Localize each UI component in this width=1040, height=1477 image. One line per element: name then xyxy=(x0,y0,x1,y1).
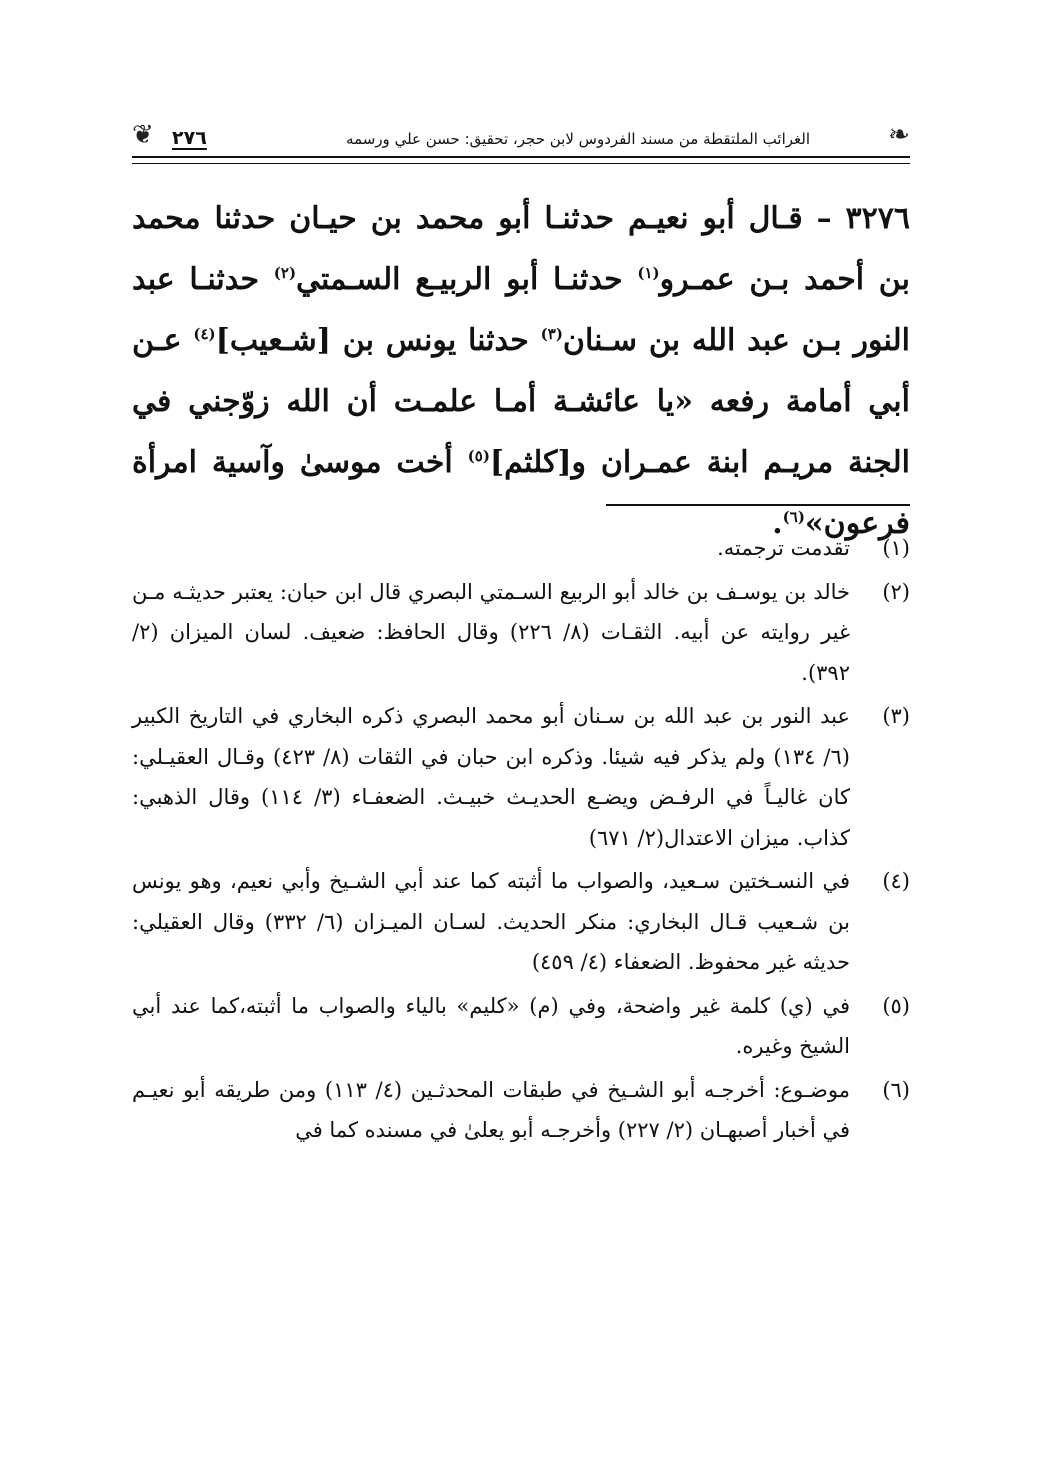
footnote-text: خالد بن يوسـف بن خالد أبو الربيع السـمتي البصري قال ابن حبان: يعتبر حديثـه مـن غير روايته عن أبيه. الثقـات (٨/ ٢٢٦) وقال الحافظ: ضعيف. لسان الميزان (٢/ ٣٩٢). xyxy=(132,579,850,685)
footnote-item xyxy=(132,572,910,694)
hadith-text-part1: – قـال أبو نعيـم حدثنـا أبو محمد بن حيـان حدثنا محمد بن أحمد بـن عمـرو xyxy=(132,201,910,297)
footnote-number: (٦) xyxy=(882,1077,910,1102)
footnote-ref-4: (٤) xyxy=(193,325,216,343)
ornament-right-icon: ❧ xyxy=(888,120,910,150)
hadith-text-part4: حدثنا يونس بن [شـعيب] xyxy=(215,323,529,358)
footnote-item xyxy=(132,986,910,1067)
footnote-ref-6: (٦) xyxy=(782,508,805,526)
footnote-ref-3: (٣) xyxy=(540,325,563,343)
footnote-ref-2: (٢) xyxy=(273,264,297,282)
footnote-ref-1: (١) xyxy=(637,264,660,282)
ornament-left-icon: ❦ xyxy=(132,120,154,150)
hadith-text xyxy=(132,188,910,554)
footnote-text: في النسـختين سـعيد، والصواب ما أثبته كما عند أبي الشـيخ وأبي نعيم، وهو يونس بن شـعيب قـال البخاري: منكر الحديث. لسـان الميـزان (٦/ ٣٣٢) وقال العقيلي: حديثه غير محفوظ. الضعفاء (٤/ ٤٥٩) xyxy=(132,869,850,974)
footnote-number: (٥) xyxy=(882,993,910,1018)
footnote-item xyxy=(132,528,910,569)
footnote-text: موضـوع: أخرجـه أبو الشـيخ في طبقات المحدثـين (٤/ ١١٣) ومن طريقه أبو نعيـم في أخبار أصبهـان (٢/ ٢٢٧) وأخرجـه أبو يعلىٰ في مسنده كما في xyxy=(132,1077,850,1142)
footnote-text: في (ي) كلمة غير واضحة، وفي (م) «كليم» بالياء والصواب ما أثبته،كما عند أبي الشيخ وغيره. xyxy=(132,993,850,1058)
hadith-text-part6: أخت موسىٰ وآسية امرأة فرعون» xyxy=(132,445,910,541)
footnote-ref-5: (٥) xyxy=(467,447,490,465)
footnote-number: (٢) xyxy=(882,579,910,604)
footnote-item xyxy=(132,696,910,858)
hadith-text-part3: حدثنـا عبد النور بـن عبد الله بن سـنان xyxy=(132,262,910,358)
page-number: ٢٧٦ xyxy=(172,127,207,149)
footnote-text: تقدمت ترجمته. xyxy=(717,536,850,560)
page-header xyxy=(132,118,910,162)
footnote-item xyxy=(132,1070,910,1151)
hadith-number: ٣٢٧٦ xyxy=(845,201,910,236)
footnotes xyxy=(132,528,910,1154)
hadith-text-part5: عـن أبي أمامة رفعه «يا عائشـة أمـا علمـت أن الله زوّجني في الجنة مريـم ابنة عمـران و[كلثم] xyxy=(132,323,910,480)
hadith-text-part2: حدثنـا أبو الربيـع السـمتي xyxy=(296,262,623,297)
running-title: الغرائب الملتقطة من مسند الفردوس لابن حجر، تحقيق: حسن علي ورسمه xyxy=(346,130,810,148)
footnote-item xyxy=(132,861,910,983)
footnote-number: (٤) xyxy=(882,869,910,893)
footnote-number: (٣) xyxy=(882,704,910,728)
header-rule xyxy=(132,156,910,164)
footnote-divider xyxy=(606,504,910,506)
footnote-number: (١) xyxy=(882,536,910,560)
hadith-text-end: . xyxy=(772,506,783,541)
footnote-text: عبد النور بن عبد الله بن سـنان أبو محمد البصري ذكره البخاري في التاريخ الكبير (٦/ ١٣٤) ولم يذكر فيه شيئا. وذكره ابن حبان في الثقات (٨/ ٤٢٣) وقـال العقيـلي: كان غاليـاً في الرفـض ويضـع الحديـث خبيـث. الضعفـاء (٣/ ١١٤) وقال الذهبي: كذاب. ميزان الاعتدال(٢/ ٦٧١) xyxy=(132,704,850,850)
